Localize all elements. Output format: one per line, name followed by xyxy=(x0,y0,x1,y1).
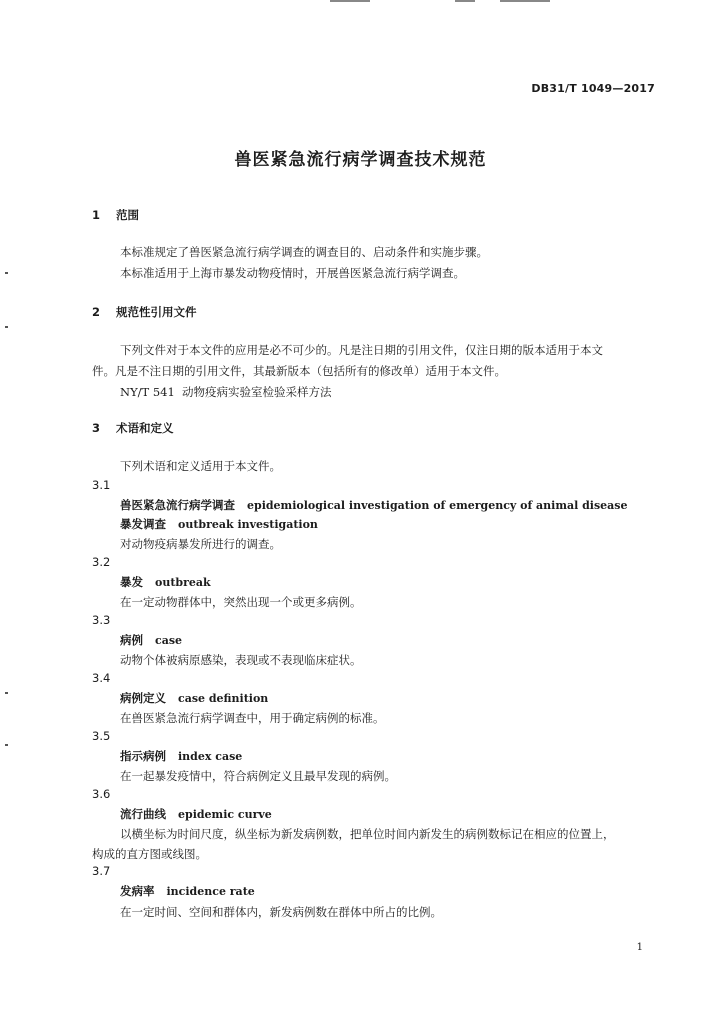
section-3-heading xyxy=(92,420,174,436)
term-synonym xyxy=(120,516,318,532)
term-chinese: 发病率 xyxy=(120,884,155,898)
term-definition: 在一定动物群体中，突然出现一个或更多病例。 xyxy=(120,595,362,609)
term-english: incidence rate xyxy=(166,885,255,898)
section-1-heading xyxy=(92,207,139,223)
scan-mark xyxy=(5,744,8,746)
term-entry xyxy=(120,806,272,822)
scan-mark xyxy=(455,0,475,2)
term-definition: 在兽医紧急流行病学调查中，用于确定病例的标准。 xyxy=(120,711,385,725)
term-definition: 对动物疫病暴发所进行的调查。 xyxy=(120,537,281,551)
section-number: 3 xyxy=(92,421,101,435)
section-1-para-2: 本标准适用于上海市暴发动物疫情时，开展兽医紧急流行病学调查。 xyxy=(120,266,465,280)
section-1-para-1: 本标准规定了兽医紧急流行病学调查的调查目的、启动条件和实施步骤。 xyxy=(120,245,488,259)
term-entry xyxy=(120,632,182,648)
term-definition: 动物个体被病原感染，表现或不表现临床症状。 xyxy=(120,653,362,667)
term-english: case definition xyxy=(178,692,269,705)
term-english: index case xyxy=(178,750,243,763)
term-entry xyxy=(120,574,211,590)
term-chinese: 病例 xyxy=(120,633,143,647)
term-chinese: 暴发调查 xyxy=(120,517,166,531)
term-entry xyxy=(120,690,268,706)
section-title: 范围 xyxy=(116,208,139,222)
term-english: case xyxy=(155,634,183,647)
term-chinese: 病例定义 xyxy=(120,691,166,705)
reference-code: NY/T 541 xyxy=(120,385,175,399)
scan-mark xyxy=(500,0,550,2)
term-english: epidemic curve xyxy=(178,808,272,821)
reference-title: 动物疫病实验室检验采样方法 xyxy=(182,385,332,399)
term-english: outbreak xyxy=(155,576,211,589)
term-chinese: 流行曲线 xyxy=(120,807,166,821)
section-number: 1 xyxy=(92,208,101,222)
section-title: 术语和定义 xyxy=(116,421,174,435)
term-entry xyxy=(120,748,242,764)
term-definition-line-1: 以横坐标为时间尺度，纵坐标为新发病例数，把单位时间内新发生的病例数标记在相应的位置上， xyxy=(120,827,615,841)
section-2-para-line-1: 下列文件对于本文件的应用是必不可少的。凡是注日期的引用文件，仅注日期的版本适用于本文 xyxy=(120,343,603,357)
standard-code: DB31/T 1049—2017 xyxy=(531,82,655,95)
term-chinese: 兽医紧急流行病学调查 xyxy=(120,498,235,512)
term-number: 3.2 xyxy=(92,555,111,569)
term-chinese: 指示病例 xyxy=(120,749,166,763)
term-number: 3.5 xyxy=(92,729,111,743)
document-title: 兽医紧急流行病学调查技术规范 xyxy=(234,150,487,170)
term-number: 3.6 xyxy=(92,787,111,801)
scan-mark xyxy=(5,326,8,328)
term-chinese: 暴发 xyxy=(120,575,143,589)
term-entry xyxy=(120,883,255,899)
term-number: 3.3 xyxy=(92,613,111,627)
section-number: 2 xyxy=(92,305,101,319)
term-number: 3.7 xyxy=(92,864,111,878)
term-definition: 在一起暴发疫情中，符合病例定义且最早发现的病例。 xyxy=(120,769,396,783)
scan-mark xyxy=(330,0,370,2)
page-number: 1 xyxy=(636,942,643,953)
term-number: 3.1 xyxy=(92,478,111,492)
scan-mark xyxy=(5,272,8,274)
term-entry xyxy=(120,497,628,513)
normative-reference xyxy=(120,384,332,400)
term-number: 3.4 xyxy=(92,671,111,685)
term-definition: 在一定时间、空间和群体内，新发病例数在群体中所占的比例。 xyxy=(120,905,442,919)
term-definition-line-2: 构成的直方图或线图。 xyxy=(92,847,207,861)
section-3-intro: 下列术语和定义适用于本文件。 xyxy=(120,459,281,473)
term-english: epidemiological investigation of emergency of animal disease xyxy=(247,499,628,512)
term-english: outbreak investigation xyxy=(178,518,318,531)
scan-mark xyxy=(5,692,8,694)
section-title: 规范性引用文件 xyxy=(116,305,197,319)
section-2-para-line-2: 件。凡是不注日期的引用文件，其最新版本（包括所有的修改单）适用于本文件。 xyxy=(92,364,506,378)
section-2-heading xyxy=(92,304,197,320)
